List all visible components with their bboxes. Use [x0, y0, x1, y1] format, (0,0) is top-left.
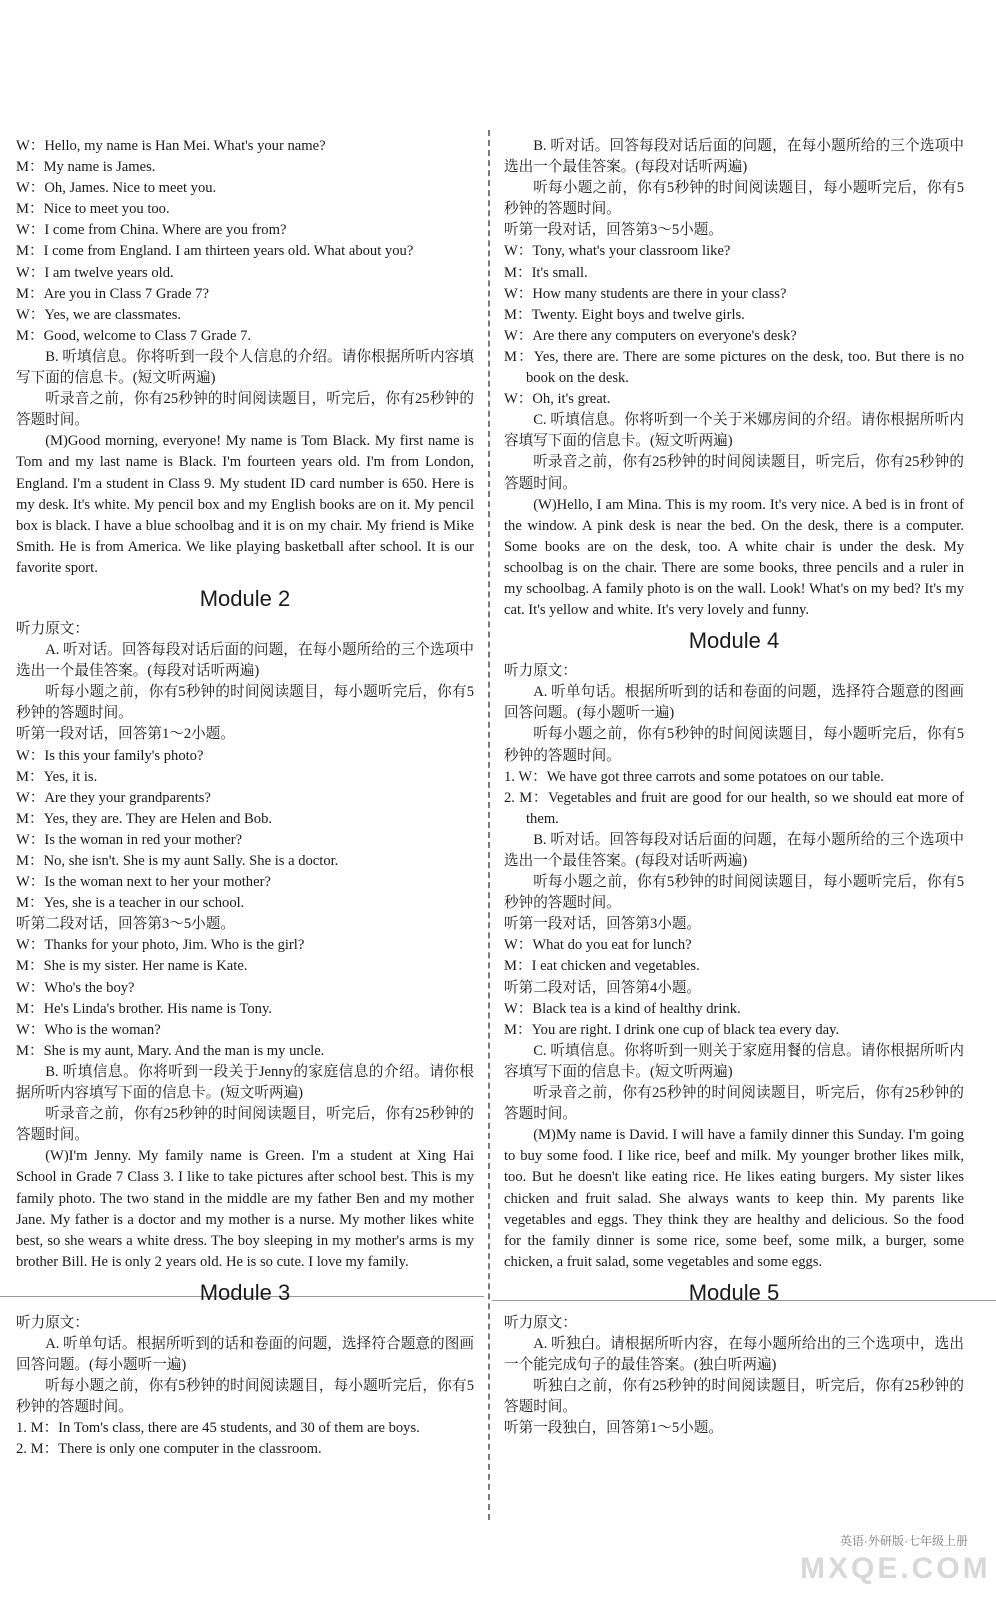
paragraph: 听录音之前，你有25秒钟的时间阅读题目，听完后，你有25秒钟的答题时间。: [504, 1085, 964, 1123]
text-line: M：Yes, it is.: [16, 768, 98, 785]
text-line: M：I come from England. I am thirteen years old. What about you?: [16, 243, 414, 260]
paragraph: B. 听对话。回答每段对话后面的问题，在每小题所给的三个选项中选出一个最佳答案。(每段对话听两遍): [504, 831, 964, 869]
text-line: M：Nice to meet you too.: [16, 201, 170, 218]
text-line: 听力原文：: [16, 1314, 89, 1331]
text-line: W：I am twelve years old.: [16, 264, 174, 281]
paragraph: 听每小题之前，你有5秒钟的时间阅读题目，每小题听完后，你有5秒钟的答题时间。: [504, 874, 964, 912]
paragraph: A. 听对话。回答每段对话后面的问题，在每小题所给的三个选项中选出一个最佳答案。(每段对话听两遍): [16, 642, 474, 680]
text-line: W：Black tea is a kind of healthy drink.: [504, 1000, 741, 1017]
module-heading: Module 4: [688, 628, 780, 654]
paragraph: 听录音之前，你有25秒钟的时间阅读题目，听完后，你有25秒钟的答题时间。: [16, 1106, 474, 1144]
paragraph: (M)My name is David. I will have a family dinner this Sunday. I'm going to buy some food. I like rice, beef and milk. My younger brother likes milk, too. But he doesn't like eating rice. He likes eating burgers. My sister likes chicken and fruit salad. She always wants to keep thin. My parents like vegetables and eggs. They think they are healthy and delicious. So the food for the family dinner is some rice, some beef, some milk, a burger, some chicken, a fruit salad, some vegetables and some eggs.: [504, 1127, 964, 1270]
paragraph: B. 听填信息。你将听到一段个人信息的介绍。请你根据所听内容填写下面的信息卡。(短文听两遍): [16, 348, 474, 387]
text-line: W：Is the woman next to her your mother?: [16, 874, 271, 891]
text-line: 听第二段对话，回答第4小题。: [504, 979, 702, 996]
paragraph: 听录音之前，你有25秒钟的时间阅读题目，听完后，你有25秒钟的答题时间。: [504, 454, 964, 492]
left-column: [16, 136, 474, 1461]
text-line: W：Oh, James. Nice to meet you.: [16, 180, 217, 197]
text-line: W：I come from China. Where are you from?: [16, 222, 287, 239]
text-line: M：Yes, they are. They are Helen and Bob.: [16, 810, 273, 827]
text-line: W：Are they your grandparents?: [16, 789, 211, 806]
paragraph: 听每小题之前，你有5秒钟的时间阅读题目，每小题听完后，你有5秒钟的答题时间。: [16, 684, 474, 722]
text-line: 2. M：There is only one computer in the classroom.: [16, 1441, 322, 1458]
page-footer: 英语·外研版·七年级上册: [840, 1534, 968, 1548]
text-line: 听力原文：: [504, 1314, 577, 1331]
text-line: W：Yes, we are classmates.: [16, 306, 182, 323]
paragraph: 听每小题之前，你有5秒钟的时间阅读题目，每小题听完后，你有5秒钟的答题时间。: [16, 1378, 474, 1416]
text-line: M：You are right. I drink one cup of black tea every day.: [504, 1021, 840, 1038]
text-line: W：Thanks for your photo, Jim. Who is the girl?: [16, 937, 305, 954]
text-line: M：My name is James.: [16, 159, 156, 176]
watermark-logo: MXQE.COM: [800, 1552, 991, 1585]
text-line: M：No, she isn't. She is my aunt Sally. She is a doctor.: [16, 853, 339, 869]
paragraph: C. 听填信息。你将听到一则关于家庭用餐的信息。请你根据所听内容填写下面的信息卡。(短文听两遍): [504, 1042, 964, 1080]
text-line: W：Who is the woman?: [16, 1021, 161, 1038]
text-line: W：Oh, it's great.: [504, 391, 611, 408]
dialogue-line: 2. M：Vegetables and fruit are good for our health, so we should eat more of them.: [504, 789, 964, 827]
dialogue-line: M：Yes, there are. There are some pictures on the desk, too. But there is no book on the desk.: [504, 348, 964, 387]
text-line: M：Twenty. Eight boys and twelve girls.: [504, 306, 745, 323]
right-column: [504, 136, 964, 1439]
module-heading: Module 2: [199, 585, 291, 611]
text-line: W：Tony, what's your classroom like?: [504, 243, 731, 260]
paragraph: 听录音之前，你有25秒钟的时间阅读题目，听完后，你有25秒钟的答题时间。: [16, 391, 474, 429]
paragraph: A. 听单句话。根据所听到的话和卷面的问题，选择符合题意的图画回答问题。(每小题听一遍): [504, 684, 964, 722]
text-line: M：I eat chicken and vegetables.: [504, 958, 700, 975]
text-line: M：Good, welcome to Class 7 Grade 7.: [16, 327, 252, 344]
paragraph: (W)Hello, I am Mina. This is my room. It's very nice. A bed is in front of the window. A pink desk is near the bed. On the desk, there is a computer. Some books are on the desk, too. A white chair is under the desk. My schoolbag is on the chair. There are some books, three pencils and a ruler in my schoolbag. A family photo is on the wall. Look! What's on my bed? It's my cat. It's yellow and white. It's very lovely and funny.: [504, 496, 964, 619]
text-line: M：Yes, she is a teacher in our school.: [16, 895, 245, 912]
column-divider: [488, 130, 490, 1520]
text-line: 听第二段对话，回答第3～5小题。: [16, 916, 235, 933]
text-line: W：Who's the boy?: [16, 979, 135, 996]
text-line: W：How many students are there in your class?: [504, 285, 787, 302]
paragraph: (W)I'm Jenny. My family name is Green. I'm a student at Xing Hai School in Grade 7 Class 3. I like to take pictures after school best. This is my family photo. The two stand in the middle are my father Ben and my mother Jane. My father is a doctor and my mother is a nurse. My mother likes white best, so she wears a white dress. The boy sleeping in my mother's arms is my brother Bill. He is only 2 years old. He is so cute. I love my family.: [16, 1148, 474, 1270]
module-heading: Module 5: [688, 1279, 780, 1305]
paragraph: A. 听单句话。根据所听到的话和卷面的问题，选择符合题意的图画回答问题。(每小题听一遍): [16, 1335, 474, 1374]
paragraph: B. 听填信息。你将听到一段关于Jenny的家庭信息的介绍。请你根据所听内容填写下面的信息卡。(短文听两遍): [16, 1063, 474, 1102]
text-line: W：What do you eat for lunch?: [504, 937, 692, 954]
text-line: 听第一段对话，回答第3～5小题。: [504, 222, 723, 239]
text-line: 听力原文：: [16, 620, 89, 637]
text-line: M：He's Linda's brother. His name is Tony.: [16, 1000, 272, 1017]
text-line: 1. M：In Tom's class, there are 45 students, and 30 of them are boys.: [16, 1420, 420, 1437]
text-line: M：It's small.: [504, 264, 588, 281]
text-line: 听第一段对话，回答第3小题。: [504, 916, 702, 933]
text-line: 听第一段对话，回答第1～2小题。: [16, 726, 235, 743]
module-heading: Module 3: [199, 1279, 291, 1305]
paragraph: B. 听对话。回答每段对话后面的问题，在每小题所给的三个选项中选出一个最佳答案。(每段对话听两遍): [504, 138, 964, 176]
text-line: 听力原文：: [504, 663, 577, 680]
paragraph: C. 听填信息。你将听到一个关于米娜房间的介绍。请你根据所听内容填写下面的信息卡。(短文听两遍): [504, 412, 964, 450]
paragraph: 听每小题之前，你有5秒钟的时间阅读题目，每小题听完后，你有5秒钟的答题时间。: [504, 180, 964, 218]
paragraph: A. 听独白。请根据所听内容，在每小题所给出的三个选项中，选出一个能完成句子的最佳答案。(独白听两遍): [504, 1335, 964, 1374]
text-line: W：Are there any computers on everyone's desk?: [504, 327, 797, 344]
text-line: W：Is the woman in red your mother?: [16, 831, 243, 848]
text-line: W：Is this your family's photo?: [16, 747, 204, 764]
paragraph: 听每小题之前，你有5秒钟的时间阅读题目，每小题听完后，你有5秒钟的答题时间。: [504, 726, 964, 764]
text-line: M：Are you in Class 7 Grade 7?: [16, 285, 209, 302]
text-line: 1. W：We have got three carrots and some potatoes on our table.: [504, 768, 884, 785]
text-line: M：She is my sister. Her name is Kate.: [16, 958, 248, 975]
paragraph: (M)Good morning, everyone! My name is Tom Black. My first name is Tom and my last name is Black. I'm fourteen years old. I'm from London, England. I'm a student in Class 9. My student ID card number is 650. Here is my desk. It's white. My pencil box and my English books are on it. My pencil box is black. I have a blue schoolbag and it is on my chair. My friend is Mike Smith. He is from America. We like playing basketball after school. It is our favorite sport.: [16, 433, 474, 576]
paragraph: 听独白之前，你有25秒钟的时间阅读题目，听完后，你有25秒钟的答题时间。: [504, 1378, 964, 1416]
text-line: 听第一段独白，回答第1～5小题。: [504, 1420, 723, 1437]
text-line: M：She is my aunt, Mary. And the man is my uncle.: [16, 1042, 325, 1059]
text-line: W：Hello, my name is Han Mei. What's your name?: [16, 138, 326, 154]
